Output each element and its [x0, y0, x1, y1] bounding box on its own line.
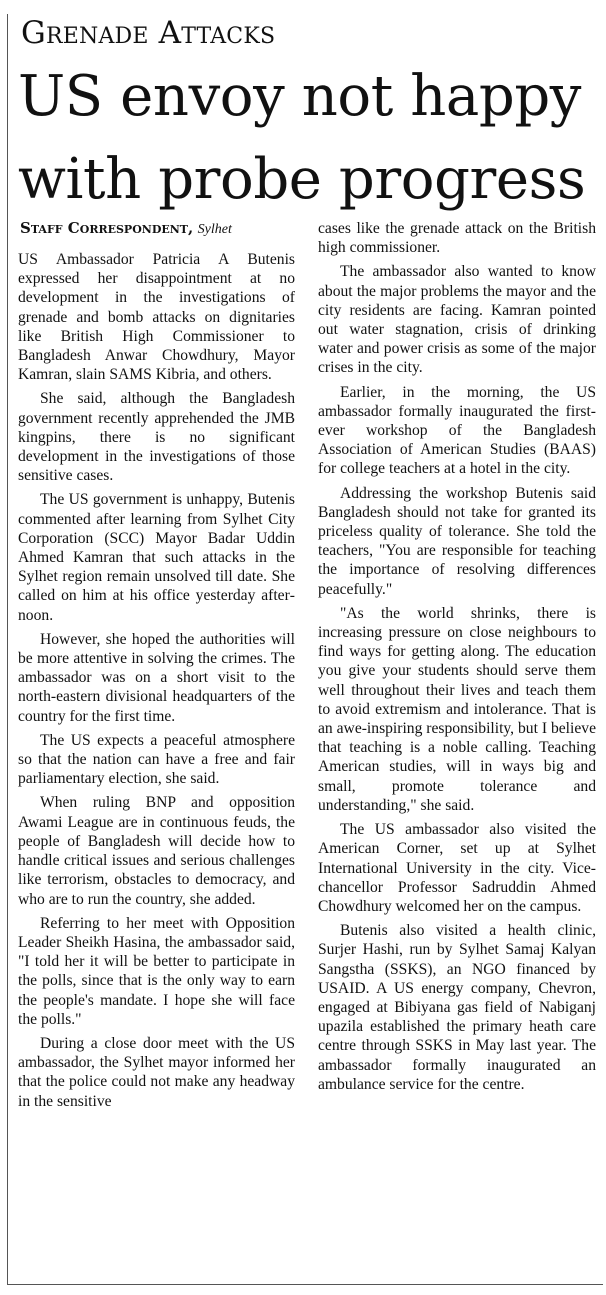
- article-column-2: [318, 219, 596, 1099]
- paragraph: US Ambassador Patricia A Butenis expressed her disappointment at no development in the investigations of grenade and bomb attacks on dignitaries like British High Commissioner to Bangladesh Anwar Chowdhury, Mayor Kamran, slain SAMS Kibria, and others.: [18, 251, 295, 384]
- paragraph: The US government is unhappy, Butenis commented after learning from Sylhet City Corporation (SCC) Mayor Badar Uddin Ahmed Kamran that such attacks in the Sylhet region remain unsolved till date. She called on him at his office yesterday afternoon.: [18, 491, 295, 624]
- paragraph: However, she hoped the authorities will be more attentive in solving the crimes. The ambassador was on a short visit to the north-eastern divisional headquarters of the country for the first time.: [18, 630, 295, 725]
- paragraph: cases like the grenade attack on the British high commissioner.: [318, 220, 596, 257]
- paragraph: When ruling BNP and opposition Awami League are in continuous feuds, the people of Bangladesh will decide how to handle critical issues and serious challenges like terrorism, obstacles to democracy, and who are to run the country, she added.: [18, 794, 295, 908]
- paragraph: During a close door meet with the US ambassador, the Sylhet mayor informed her that the police could not make any headway in the sensitive: [18, 1034, 295, 1110]
- paragraph: Earlier, in the morning, the US ambassador formally inaugurated the first-ever workshop of the Bangladesh Association of American Studies (BAAS) for college teachers at a hotel in the city.: [318, 383, 596, 478]
- paragraph: "As the world shrinks, there is increasing pressure on close neighbours to find ways for getting along. The education you give your students should serve them well throughout their lives and teach them to avoid extremism and intolerance. That is an awe-inspiring responsibility, but I believe that teaching is a noble calling. Teaching American studies, will in ways big and small, promote tolerance and understanding," she said.: [318, 604, 596, 814]
- paragraph: Butenis also visited a health clinic, Surjer Hashi, run by Sylhet Samaj Kalyan Sangstha (SSKS), an NGO financed by USAID. A US energy company, Chevron, engaged at Bibiyana gas field of Nabiganj upazila established the primary heath care centre through SSKS in May last year. The ambassador formally inaugurated an ambulance service for the centre.: [318, 922, 596, 1093]
- headline-line-1: US envoy not happy: [18, 64, 582, 129]
- kicker-text: Grenade Attacks: [21, 15, 276, 51]
- byline-name: Staff Correspondent,: [20, 219, 194, 237]
- paragraph: The US ambassador also visited the American Corner, set up at Sylhet International University in the city. Vice-chancellor Professor Sadruddin Ahmed Chowdhury welcomed her on the campus.: [318, 821, 596, 915]
- left-border-rule: [7, 14, 8, 1284]
- article-column-1: [18, 250, 295, 1116]
- paragraph: Addressing the workshop Butenis said Bangladesh should not take for granted its priceless quality of tolerance. She told the teachers, "You are responsible for teaching the importance of resolving differences peacefully.": [318, 484, 596, 598]
- kicker-headline: [21, 14, 275, 52]
- bottom-border-rule: [7, 1284, 603, 1285]
- byline-city: Sylhet: [197, 222, 232, 237]
- paragraph: The ambassador also wanted to know about the major problems the mayor and the city residents are facing. Kamran pointed out water stagnation, crisis of drinking water and power crisis as some of the major crises in the city.: [318, 263, 596, 377]
- paragraph: Referring to her meet with Opposition Leader Sheikh Hasina, the ambassador said, "I told her it will be better to participate in the polls, since that is the only way to earn the people's mandate. I hope she will face the polls.": [18, 914, 295, 1028]
- main-headline: [18, 55, 606, 221]
- paragraph: The US expects a peaceful atmosphere so that the nation can have a free and fair parliamentary election, she said.: [18, 731, 295, 788]
- paragraph: She said, although the Bangladesh government recently apprehended the JMB kingpins, there is no significant development in the investigations of those sensitive cases.: [18, 390, 295, 485]
- headline-line-2: with probe progress: [18, 147, 586, 212]
- byline: [20, 218, 232, 240]
